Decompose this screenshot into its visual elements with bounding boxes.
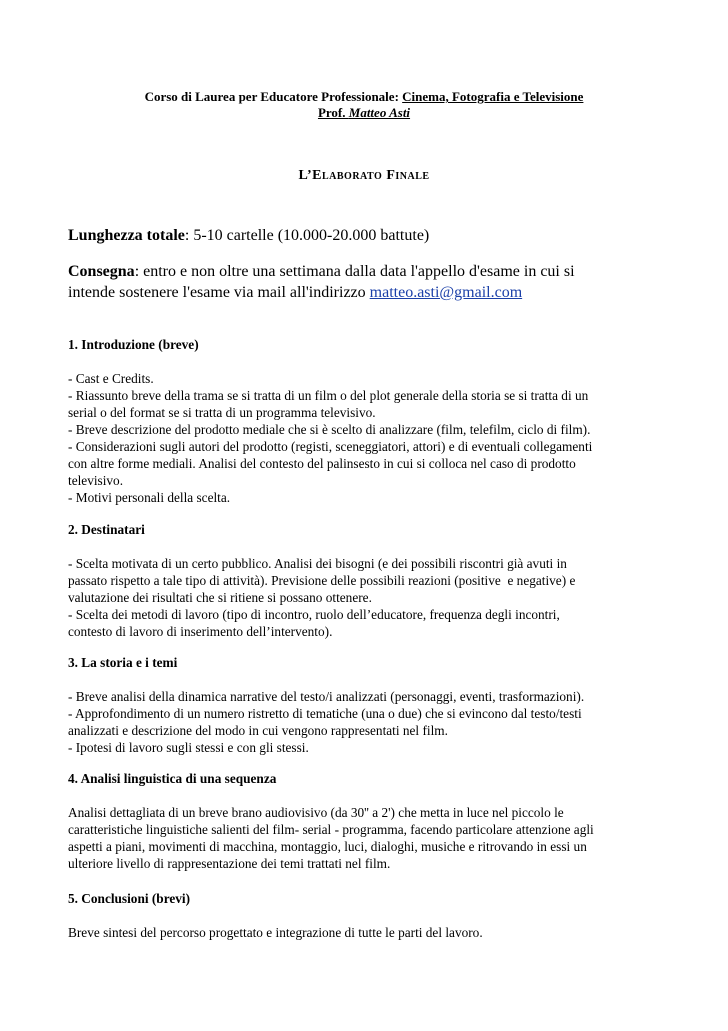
course-header <box>0 89 728 105</box>
section-line: con altre forme mediali. Analisi del contesto del palinsesto in cui si colloca nel caso di prodotto <box>68 456 576 471</box>
section-line: - Breve analisi della dinamica narrative del testo/i analizzati (personaggi, eventi, trasformazioni). <box>68 689 585 704</box>
section-line: - Motivi personali della scelta. <box>68 490 231 505</box>
section-body <box>68 804 668 872</box>
section-line: aspetti a piani, movimenti di macchina, montaggio, luci, dialoghi, musiche e ritrovando in essi un <box>68 839 587 854</box>
section-line: - Scelta motivata di un certo pubblico. Analisi dei bisogni (e dei possibili riscontri già avuti in <box>68 556 567 571</box>
delivery-label: Consegna <box>68 263 135 280</box>
section-line: Analisi dettagliata di un breve brano audiovisivo (da 30'' a 2') che metta in luce nel piccolo le <box>68 805 564 820</box>
section-line: - Considerazioni sugli autori del prodotto (registi, sceneggiatori, attori) e di eventuali collegamenti <box>68 439 593 454</box>
section-3 <box>68 654 668 756</box>
section-heading: 1. Introduzione (breve) <box>68 337 199 352</box>
section-line: televisivo. <box>68 473 124 488</box>
section-line: - Breve descrizione del prodotto mediale che si è scelto di analizzare (film, telefilm, ciclo di film). <box>68 422 591 437</box>
professor-prefix: Prof. <box>317 105 349 120</box>
professor-line <box>0 105 728 121</box>
section-2 <box>68 521 668 640</box>
delivery-line1: : entro e non oltre una settimana dalla data l'appello d'esame in cui si <box>134 263 575 280</box>
section-line: valutazione dei risultati che si ritiene si possano ottenere. <box>68 590 372 605</box>
length-paragraph <box>68 225 668 246</box>
section-line: caratteristiche linguistiche salienti del film- serial - programma, facendo particolare attenzione agli <box>68 822 594 837</box>
length-text: : 5-10 cartelle (10.000-20.000 battute) <box>184 227 430 244</box>
length-label: Lunghezza totale <box>68 227 185 244</box>
section-body <box>68 370 668 506</box>
section-line: - Approfondimento di un numero ristretto di tematiche (una o due) che si evincono dal testo/testi <box>68 706 582 721</box>
section-heading: 3. La storia e i temi <box>68 655 178 670</box>
section-body <box>68 924 668 941</box>
delivery-line2: intende sostenere l'esame via mail all'indirizzo <box>68 284 370 301</box>
section-line: - Riassunto breve della trama se si tratta di un film o del plot generale della storia se si tratta di un <box>68 388 589 403</box>
section-line: - Cast e Credits. <box>68 371 154 386</box>
section-5 <box>68 890 668 941</box>
section-body <box>68 688 668 756</box>
section-1 <box>68 336 668 506</box>
course-name: Cinema, Fotografia e Televisione <box>402 89 584 104</box>
page-title: L’Elaborato Finale <box>298 168 430 183</box>
section-heading: 5. Conclusioni (brevi) <box>68 891 191 906</box>
section-line: serial o del format se si tratta di un programma televisivo. <box>68 405 376 420</box>
professor-name: Matteo Asti <box>348 105 411 120</box>
section-4 <box>68 770 668 872</box>
delivery-paragraph <box>68 261 668 303</box>
course-header-prefix: Corso di Laurea per Educatore Professionale: <box>144 89 403 104</box>
section-line: passato rispetto a tale tipo di attività). Previsione delle possibili reazioni (positive e negative) e <box>68 573 576 588</box>
section-line: Breve sintesi del percorso progettato e integrazione di tutte le parti del lavoro. <box>68 925 483 940</box>
section-line: ulteriore livello di rappresentazione dei temi trattati nel film. <box>68 856 391 871</box>
section-line: analizzati e descrizione del modo in cui vengono rappresentati nel film. <box>68 723 448 738</box>
section-heading: 2. Destinatari <box>68 522 145 537</box>
section-line: - Scelta dei metodi di lavoro (tipo di incontro, ruolo dell’educatore, frequenza degli incontri, <box>68 607 560 622</box>
email-link[interactable]: matteo.asti@gmail.com <box>369 284 523 301</box>
section-line: - Ipotesi di lavoro sugli stessi e con gli stessi. <box>68 740 309 755</box>
section-body <box>68 555 668 640</box>
section-heading: 4. Analisi linguistica di una sequenza <box>68 771 277 786</box>
section-line: contesto di lavoro di inserimento dell’intervento). <box>68 624 333 639</box>
